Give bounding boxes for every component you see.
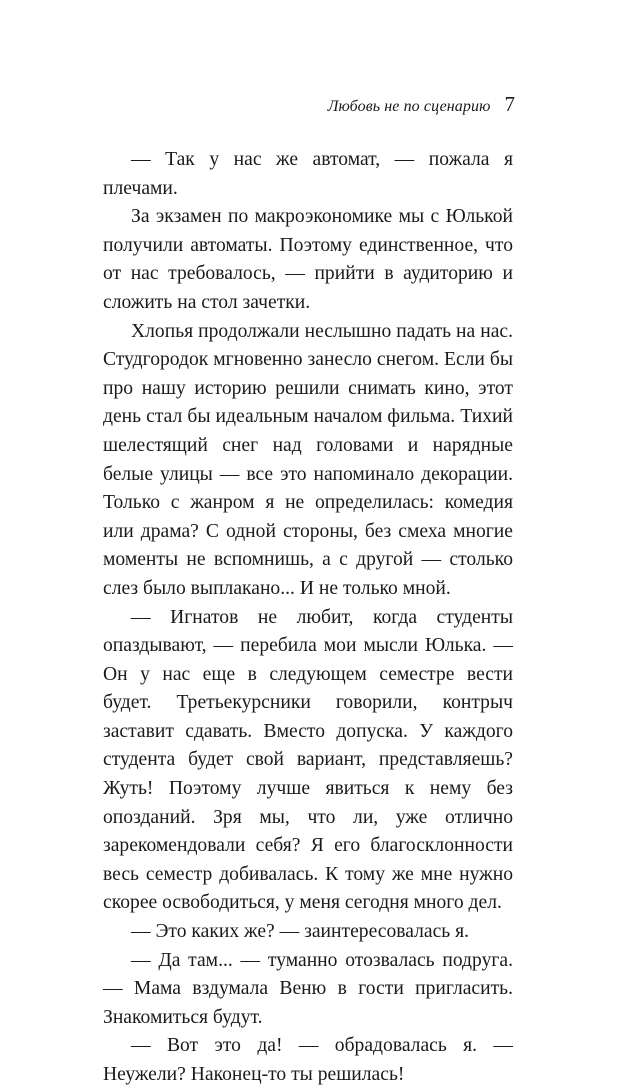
paragraph: — Вот это да! — обрадовалась я. — Неужели? Наконец-то ты решилась!	[103, 1035, 513, 1085]
paragraph: — Игнатов не любит, когда студенты опаздывают, — перебила мои мысли Юлька. — Он у нас еще в следующем семестре вести будет. Третьекурсники говорили, контрыч заставит сдавать. Вместо допуска. У каждого студента будет свой вариант, представляешь? Жуть! Поэтому лучше явиться к нему без опозданий. Зря мы, что ли, уже отлично зарекомендовали себя? Я его благосклонности весь семестр добивалась. К тому же мне нужно скорее освободиться, у меня сегодня много дел.	[103, 606, 513, 914]
body-text	[103, 146, 513, 1090]
page-number: 7	[504, 92, 515, 116]
paragraph: Хлопья продолжали неслышно падать на нас. Студгородок мгновенно занесло снегом. Если бы про нашу историю решили снимать кино, этот день стал бы идеальным началом фильма. Тихий шелестящий снег над головами и нарядные белые улицы — все это напоминало декорации. Только с жанром я не определилась: комедия или драма? С одной стороны, без смеха многие моменты не вспомнишь, а с другой — столько слез было выплакано... И не только мной.	[103, 320, 513, 599]
paragraph: — Так у нас же автомат, — пожала я плечами.	[103, 149, 513, 199]
paragraph: — Это каких же? — заинтересовалась я.	[131, 921, 470, 943]
paragraph: За экзамен по макроэкономике мы с Юлькой получили автоматы. Поэтому единственное, что от нас требовалось, — прийти в аудиторию и сложить на стол зачетки.	[103, 206, 513, 313]
running-head	[328, 92, 515, 117]
running-title: Любовь не по сценарию	[327, 98, 491, 115]
paragraph: — Да там... — туманно отозвалась подруга. — Мама вздумала Веню в гости пригласить. Знакомиться будут.	[103, 949, 513, 1028]
